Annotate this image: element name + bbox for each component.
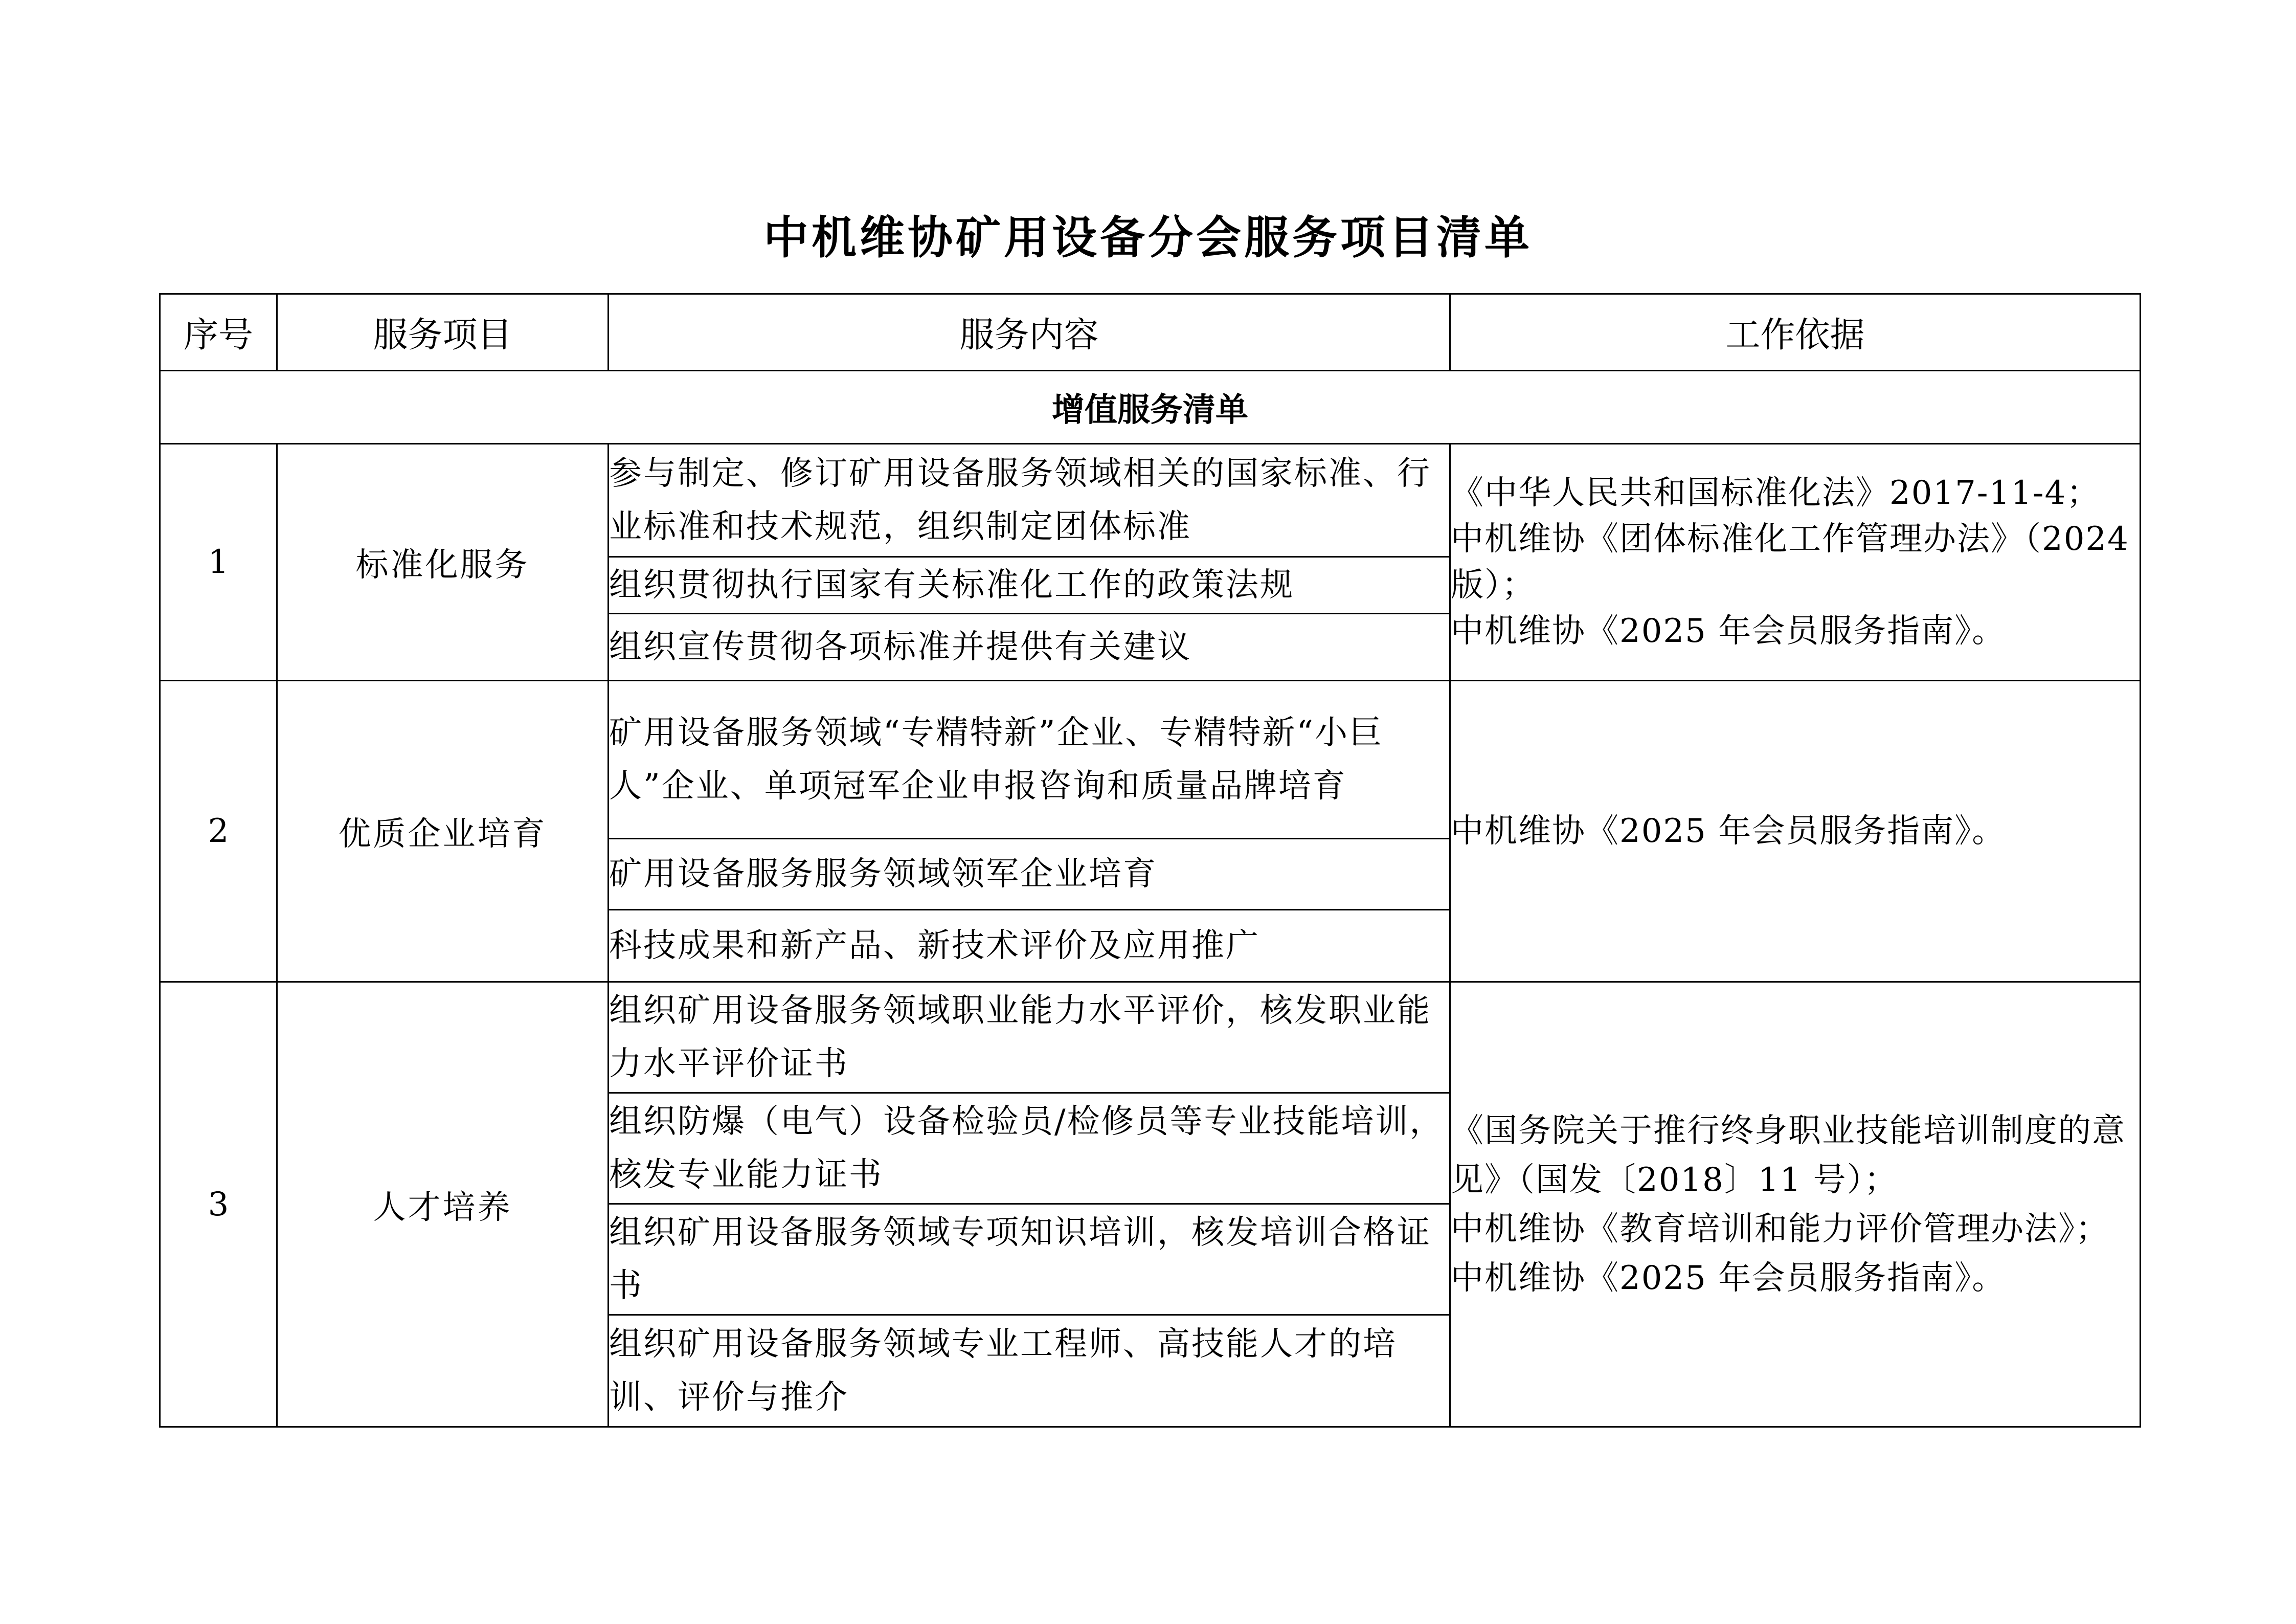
row-content: 组织矿用设备服务领域专项知识培训，核发培训合格证书 <box>609 1204 1450 1315</box>
basis-line: 中机维协《团体标准化工作管理办法》（2024 版）； <box>1451 520 2129 604</box>
row-basis <box>1450 444 2141 681</box>
header-row <box>160 294 2141 371</box>
document-title: 中机维协矿用设备分会服务项目清单 <box>763 211 1533 264</box>
basis-line: 中机维协《2025 年会员服务指南》。 <box>1451 1259 2006 1297</box>
basis-line: 中机维协《2025 年会员服务指南》。 <box>1451 812 2006 850</box>
row-content: 矿用设备服务服务领域领军企业培育 <box>609 839 1450 910</box>
row-content: 参与制定、修订矿用设备服务领域相关的国家标准、行业标准和技术规范，组织制定团体标准 <box>609 444 1450 557</box>
basis-line: 中机维协《教育培训和能力评价管理办法》； <box>1451 1210 2109 1248</box>
header-basis: 工作依据 <box>1450 294 2141 371</box>
basis-line: 《国务院关于推行终身职业技能培训制度的意见》（国发〔2018〕11 号）； <box>1451 1111 2126 1199</box>
row-service-item: 标准化服务 <box>277 444 609 681</box>
row-content: 组织矿用设备服务领域专业工程师、高技能人才的培训、评价与推介 <box>609 1315 1450 1427</box>
row-content: 组织宣传贯彻各项标准并提供有关建议 <box>609 614 1450 681</box>
table-row <box>160 982 2141 1093</box>
row-content: 组织贯彻执行国家有关标准化工作的政策法规 <box>609 557 1450 614</box>
basis-line: 中机维协《2025 年会员服务指南》。 <box>1451 612 2006 650</box>
header-index: 序号 <box>160 294 277 371</box>
row-content: 科技成果和新产品、新技术评价及应用推广 <box>609 910 1450 982</box>
basis-line: 《中华人民共和国标准化法》2017-11-4； <box>1451 474 2101 512</box>
row-service-item: 人才培养 <box>277 982 609 1427</box>
row-index: 1 <box>160 444 277 681</box>
row-content: 矿用设备服务领域“专精特新”企业、专精特新“小巨人”企业、单项冠军企业申报咨询和质量品牌培育 <box>609 681 1450 839</box>
table-row <box>160 681 2141 839</box>
section-row <box>160 371 2141 444</box>
row-service-item: 优质企业培育 <box>277 681 609 982</box>
table-row <box>160 444 2141 557</box>
row-basis <box>1450 681 2141 982</box>
service-list-table <box>159 293 2141 1428</box>
section-title: 增值服务清单 <box>160 371 2141 444</box>
row-content: 组织矿用设备服务领域职业能力水平评价，核发职业能力水平评价证书 <box>609 982 1450 1093</box>
row-index: 3 <box>160 982 277 1427</box>
row-basis <box>1450 982 2141 1427</box>
header-content: 服务内容 <box>609 294 1450 371</box>
row-index: 2 <box>160 681 277 982</box>
header-item: 服务项目 <box>277 294 609 371</box>
row-content: 组织防爆（电气）设备检验员/检修员等专业技能培训，核发专业能力证书 <box>609 1093 1450 1204</box>
